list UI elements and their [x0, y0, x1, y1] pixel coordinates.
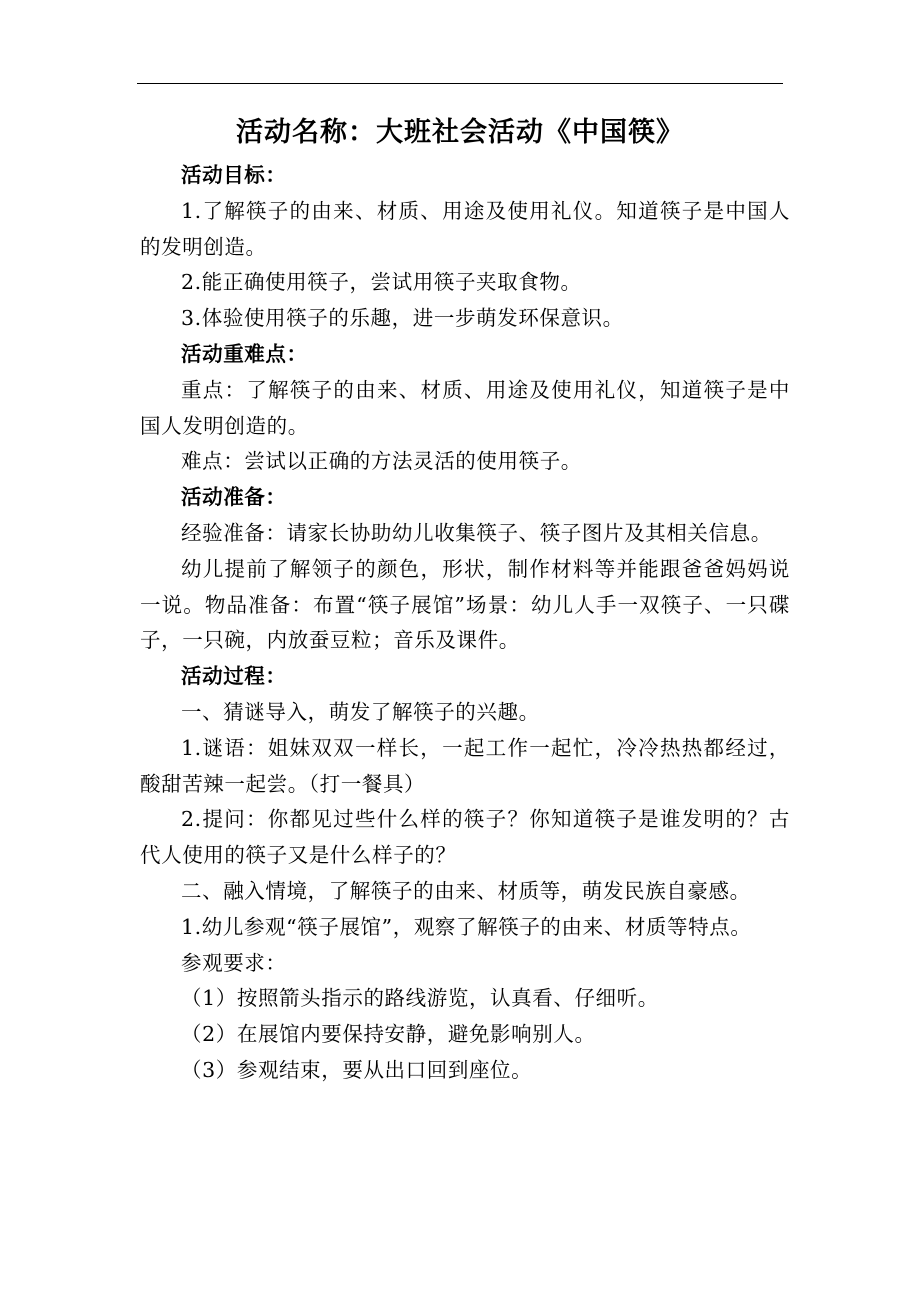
- header-rule: [137, 83, 783, 84]
- section-heading-preparation: 活动准备：: [181, 485, 287, 510]
- paragraph: 二、融入情境，了解筷子的由来、材质等，萌发民族自豪感。: [181, 878, 751, 903]
- paragraph: 2.提问：你都见过些什么样的筷子？你知道筷子是谁发明的？古代人使用的筷子又是什么样子的？: [140, 807, 790, 868]
- paragraph: 幼儿提前了解领子的颜色，形状，制作材料等并能跟爸爸妈妈说一说。物品准备：布置“筷子展馆”场景：幼儿人手一双筷子、一只碟子，一只碗，内放蚕豆粒；音乐及课件。: [140, 556, 790, 653]
- document-title: 活动名称：大班社会活动《中国筷》: [236, 117, 684, 148]
- paragraph: 1.幼儿参观“筷子展馆”，观察了解筷子的由来、材质等特点。: [181, 914, 752, 939]
- paragraph: 一、猜谜导入，萌发了解筷子的兴趣。: [181, 699, 540, 724]
- section-heading-process: 活动过程：: [181, 664, 287, 689]
- paragraph: 重点：了解筷子的由来、材质、用途及使用礼仪，知道筷子是中国人发明创造的。: [140, 377, 790, 438]
- paragraph: 1.了解筷子的由来、材质、用途及使用礼仪。知道筷子是中国人的发明创造。: [140, 198, 790, 259]
- paragraph: 1.谜语：姐妹双双一样长，一起工作一起忙，冷冷热热都经过，酸甜苦辣一起尝。（打一餐具）: [140, 735, 790, 796]
- paragraph: 难点：尝试以正确的方法灵活的使用筷子。: [181, 449, 582, 474]
- document-body: [140, 158, 790, 1089]
- paragraph: （2）在展馆内要保持安静，避免影响别人。: [181, 1022, 596, 1047]
- paragraph: 经验准备：请家长协助幼儿收集筷子、筷子图片及其相关信息。: [181, 520, 772, 545]
- paragraph: 参观要求：: [181, 950, 287, 975]
- paragraph: （1）按照箭头指示的路线游览，认真看、仔细听。: [181, 986, 659, 1011]
- section-heading-goals: 活动目标：: [181, 163, 287, 187]
- paragraph: （3）参观结束，要从出口回到座位。: [181, 1057, 533, 1082]
- section-heading-key-points: 活动重难点：: [181, 341, 308, 366]
- paragraph: 2.能正确使用筷子，尝试用筷子夹取食物。: [181, 270, 582, 295]
- paragraph: 3.体验使用筷子的乐趣，进一步萌发环保意识。: [181, 306, 624, 331]
